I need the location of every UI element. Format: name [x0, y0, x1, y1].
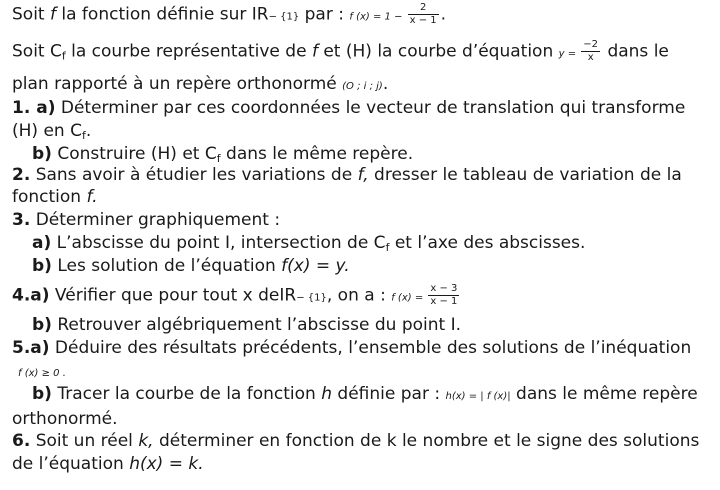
text: (H) en C	[12, 121, 82, 141]
line-frame	[12, 73, 388, 98]
subscript: f	[81, 129, 86, 142]
f-symbol: f	[49, 4, 56, 25]
question-6-cont	[12, 453, 204, 475]
text: la fonction définie sur IR	[61, 4, 269, 25]
question-4a	[12, 283, 461, 310]
k-symbol: k,	[138, 431, 154, 451]
f-formula: f (x) = 1 −	[349, 11, 406, 23]
text: Déduire des résultats précédents, l’ensemble des solutions de l’inéquation	[49, 338, 692, 358]
part-label: b)	[32, 144, 52, 164]
question-6	[12, 430, 699, 452]
text: de l’équation	[12, 454, 130, 474]
text: fonction	[12, 187, 87, 207]
f-symbol: f,	[357, 165, 369, 185]
question-2	[12, 164, 682, 186]
question-number: 2.	[12, 165, 31, 185]
question-number: 5.a)	[12, 338, 50, 358]
question-number: 1.	[12, 98, 37, 118]
question-5a-cont	[18, 360, 66, 385]
text: dans le même repère.	[220, 144, 414, 164]
subscript: f	[61, 49, 66, 63]
line-def-f	[12, 2, 446, 29]
question-5b	[32, 383, 698, 408]
denominator: x − 1	[430, 296, 458, 307]
numerator: −2	[583, 39, 599, 50]
question-4b	[32, 314, 461, 336]
question-3	[12, 209, 280, 231]
text: Soit un réel	[30, 431, 139, 451]
text: dans le même repère	[510, 384, 698, 404]
text: et l’axe des abscisses.	[389, 233, 586, 253]
text: plan rapporté à un repère orthonormé	[12, 74, 343, 94]
text: Vérifier que pour tout x deIR	[49, 285, 297, 306]
text: la courbe représentative de	[65, 41, 312, 62]
question-number: 4.a)	[12, 285, 50, 306]
excluded-set: − {1}	[268, 11, 300, 23]
text: Déterminer par ces coordonnées le vecteur de translation qui transforme	[55, 98, 686, 118]
text: Déterminer graphiquement :	[30, 210, 281, 230]
f-symbol: f	[311, 41, 318, 62]
h-formula: h(x) = | f (x)|	[445, 391, 511, 402]
text: Construire (H) et C	[51, 144, 217, 164]
text: orthonormé.	[12, 409, 118, 429]
question-1a	[12, 97, 685, 119]
question-number: 6.	[12, 431, 31, 451]
text: dresser le tableau de variation de la	[368, 165, 682, 185]
text: Retrouver algébriquement l’abscisse du point I.	[51, 315, 461, 335]
text: .	[440, 4, 447, 25]
text: et (H) la courbe d’équation	[317, 41, 559, 62]
question-3b	[32, 255, 350, 277]
h-symbol: h	[321, 384, 333, 404]
text: .	[382, 74, 389, 94]
text: définie par :	[332, 384, 446, 404]
text: par :	[304, 4, 350, 25]
part-label: b)	[32, 384, 52, 404]
frame-notation: (O ; i ; j)	[342, 81, 383, 92]
text: Tracer la courbe de la fonction	[51, 384, 322, 404]
part-label: a)	[36, 98, 56, 118]
excluded-set: − {1}	[296, 292, 327, 304]
question-5a	[12, 337, 691, 359]
text: Soit C	[12, 41, 62, 62]
f-symbol: f.	[86, 187, 98, 207]
line-def-cf	[12, 39, 669, 68]
text: , on a :	[326, 285, 392, 306]
text: déterminer en fonction de k le nombre et le signe des solutions	[153, 431, 700, 451]
equation: h(x) = k.	[129, 454, 204, 474]
text: Soit	[12, 4, 50, 25]
h-equation: y =	[558, 48, 580, 60]
numerator: 2	[408, 2, 439, 15]
fraction	[581, 39, 600, 64]
text: Les solution de l’équation	[51, 256, 282, 276]
denominator: x − 1	[409, 15, 437, 26]
fraction	[428, 283, 459, 308]
question-2-cont	[12, 186, 98, 208]
subscript: f	[385, 241, 390, 254]
numerator: x − 3	[430, 283, 458, 294]
fraction	[408, 2, 439, 27]
equation: f(x) = y.	[281, 256, 350, 276]
text: L’abscisse du point I, intersection de C	[51, 233, 386, 253]
question-number: 3.	[12, 210, 31, 230]
text: .	[85, 121, 92, 141]
inequation: f (x) ≥ 0 .	[18, 368, 66, 379]
text: dans le	[602, 41, 669, 62]
denominator: x	[587, 52, 594, 63]
question-5b-cont	[12, 408, 118, 430]
part-label: a)	[32, 233, 52, 253]
part-label: b)	[32, 256, 52, 276]
subscript: f	[216, 152, 221, 165]
part-label: b)	[32, 315, 52, 335]
text: Sans avoir à étudier les variations de	[30, 165, 358, 185]
f-formula: f (x) =	[391, 292, 427, 304]
